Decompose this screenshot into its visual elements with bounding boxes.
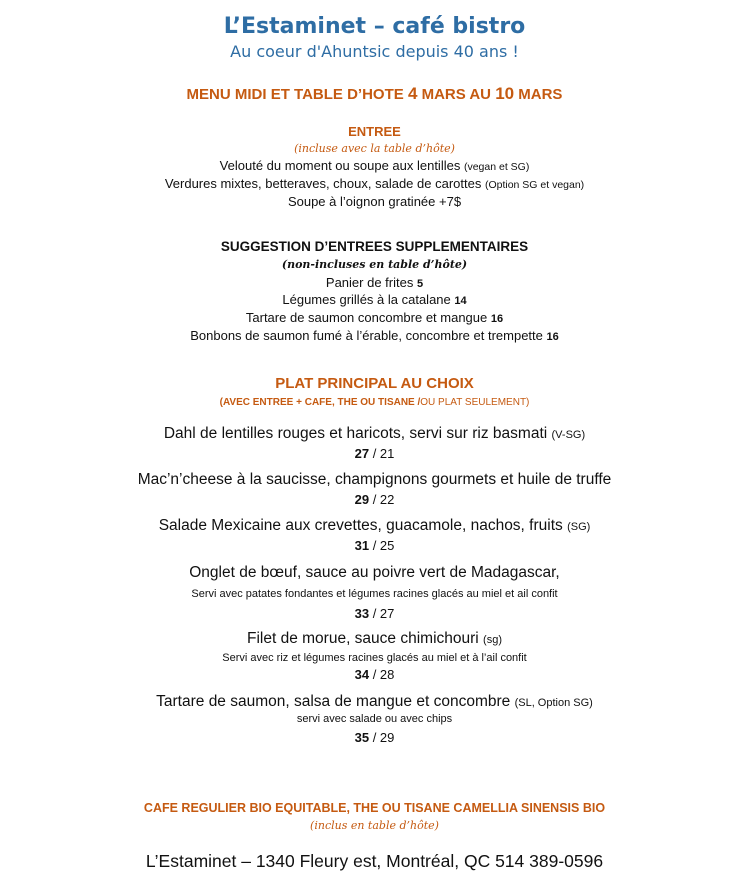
plats-note: (AVEC ENTREE + CAFE, THE OU TISANE /OU PLAT SEULEMENT) bbox=[219, 397, 530, 408]
entree-note: (incluse avec la table d’hôte) bbox=[294, 142, 455, 155]
dish-price: 33 / 27 bbox=[354, 606, 395, 621]
dish-price: 35 / 29 bbox=[354, 730, 395, 745]
dish-price: 34 / 28 bbox=[354, 667, 395, 682]
dish-name: Dahl de lentilles rouges et haricots, servi sur riz basmati (V-SG) bbox=[163, 425, 586, 442]
dish-name: Salade Mexicaine aux crevettes, guacamole, nachos, fruits (SG) bbox=[158, 517, 591, 534]
dish-name: Mac’n’cheese à la saucisse, champignons gourmets et huile de truffe bbox=[137, 471, 612, 488]
cafe-note: (inclus en table d’hôte) bbox=[310, 819, 439, 832]
extras-item: Tartare de saumon concombre et mangue 16 bbox=[245, 310, 504, 325]
restaurant-address: L’Estaminet – 1340 Fleury est, Montréal, QC 514 389-0596 bbox=[145, 851, 604, 871]
dish-description: Servi avec patates fondantes et légumes racines glacés au miel et ail confit bbox=[191, 588, 558, 600]
extras-item: Bonbons de saumon fumé à l’érable, concombre et trempette 16 bbox=[190, 328, 559, 343]
extras-note: (non-incluses en table d’hôte) bbox=[281, 258, 468, 271]
dish-name: Filet de morue, sauce chimichouri (sg) bbox=[247, 630, 502, 647]
entree-item: Soupe à l’oignon gratinée +7$ bbox=[287, 194, 462, 209]
entree-item: Verdures mixtes, betteraves, choux, salade de carottes (Option SG et vegan) bbox=[164, 176, 585, 191]
extras-title: SUGGESTION D’ENTREES SUPPLEMENTAIRES bbox=[220, 239, 529, 254]
restaurant-title: L’Estaminet – café bistro bbox=[223, 14, 526, 39]
restaurant-subtitle: Au coeur d'Ahuntsic depuis 40 ans ! bbox=[230, 42, 519, 61]
dish-name: Onglet de bœuf, sauce au poivre vert de Madagascar, bbox=[189, 564, 560, 581]
extras-item: Panier de frites 5 bbox=[325, 275, 424, 290]
menu-title: MENU MIDI ET TABLE D’HOTE 4 MARS AU 10 MARS bbox=[186, 84, 563, 103]
dish-description: servi avec salade ou avec chips bbox=[296, 713, 453, 725]
plats-title: PLAT PRINCIPAL AU CHOIX bbox=[275, 375, 474, 392]
dish-price: 29 / 22 bbox=[354, 492, 395, 507]
entree-title: ENTREE bbox=[348, 124, 401, 139]
dish-description: Servi avec riz et légumes racines glacés au miel et à l’ail confit bbox=[222, 652, 527, 664]
dish-price: 27 / 21 bbox=[354, 446, 395, 461]
dish-name: Tartare de saumon, salsa de mangue et concombre (SL, Option SG) bbox=[156, 693, 593, 710]
cafe-title: CAFE REGULIER BIO EQUITABLE, THE OU TISANE CAMELLIA SINENSIS BIO bbox=[143, 801, 606, 815]
entree-item: Velouté du moment ou soupe aux lentilles (vegan et SG) bbox=[219, 158, 530, 173]
dish-price: 31 / 25 bbox=[354, 538, 395, 553]
extras-item: Légumes grillés à la catalane 14 bbox=[282, 292, 467, 307]
